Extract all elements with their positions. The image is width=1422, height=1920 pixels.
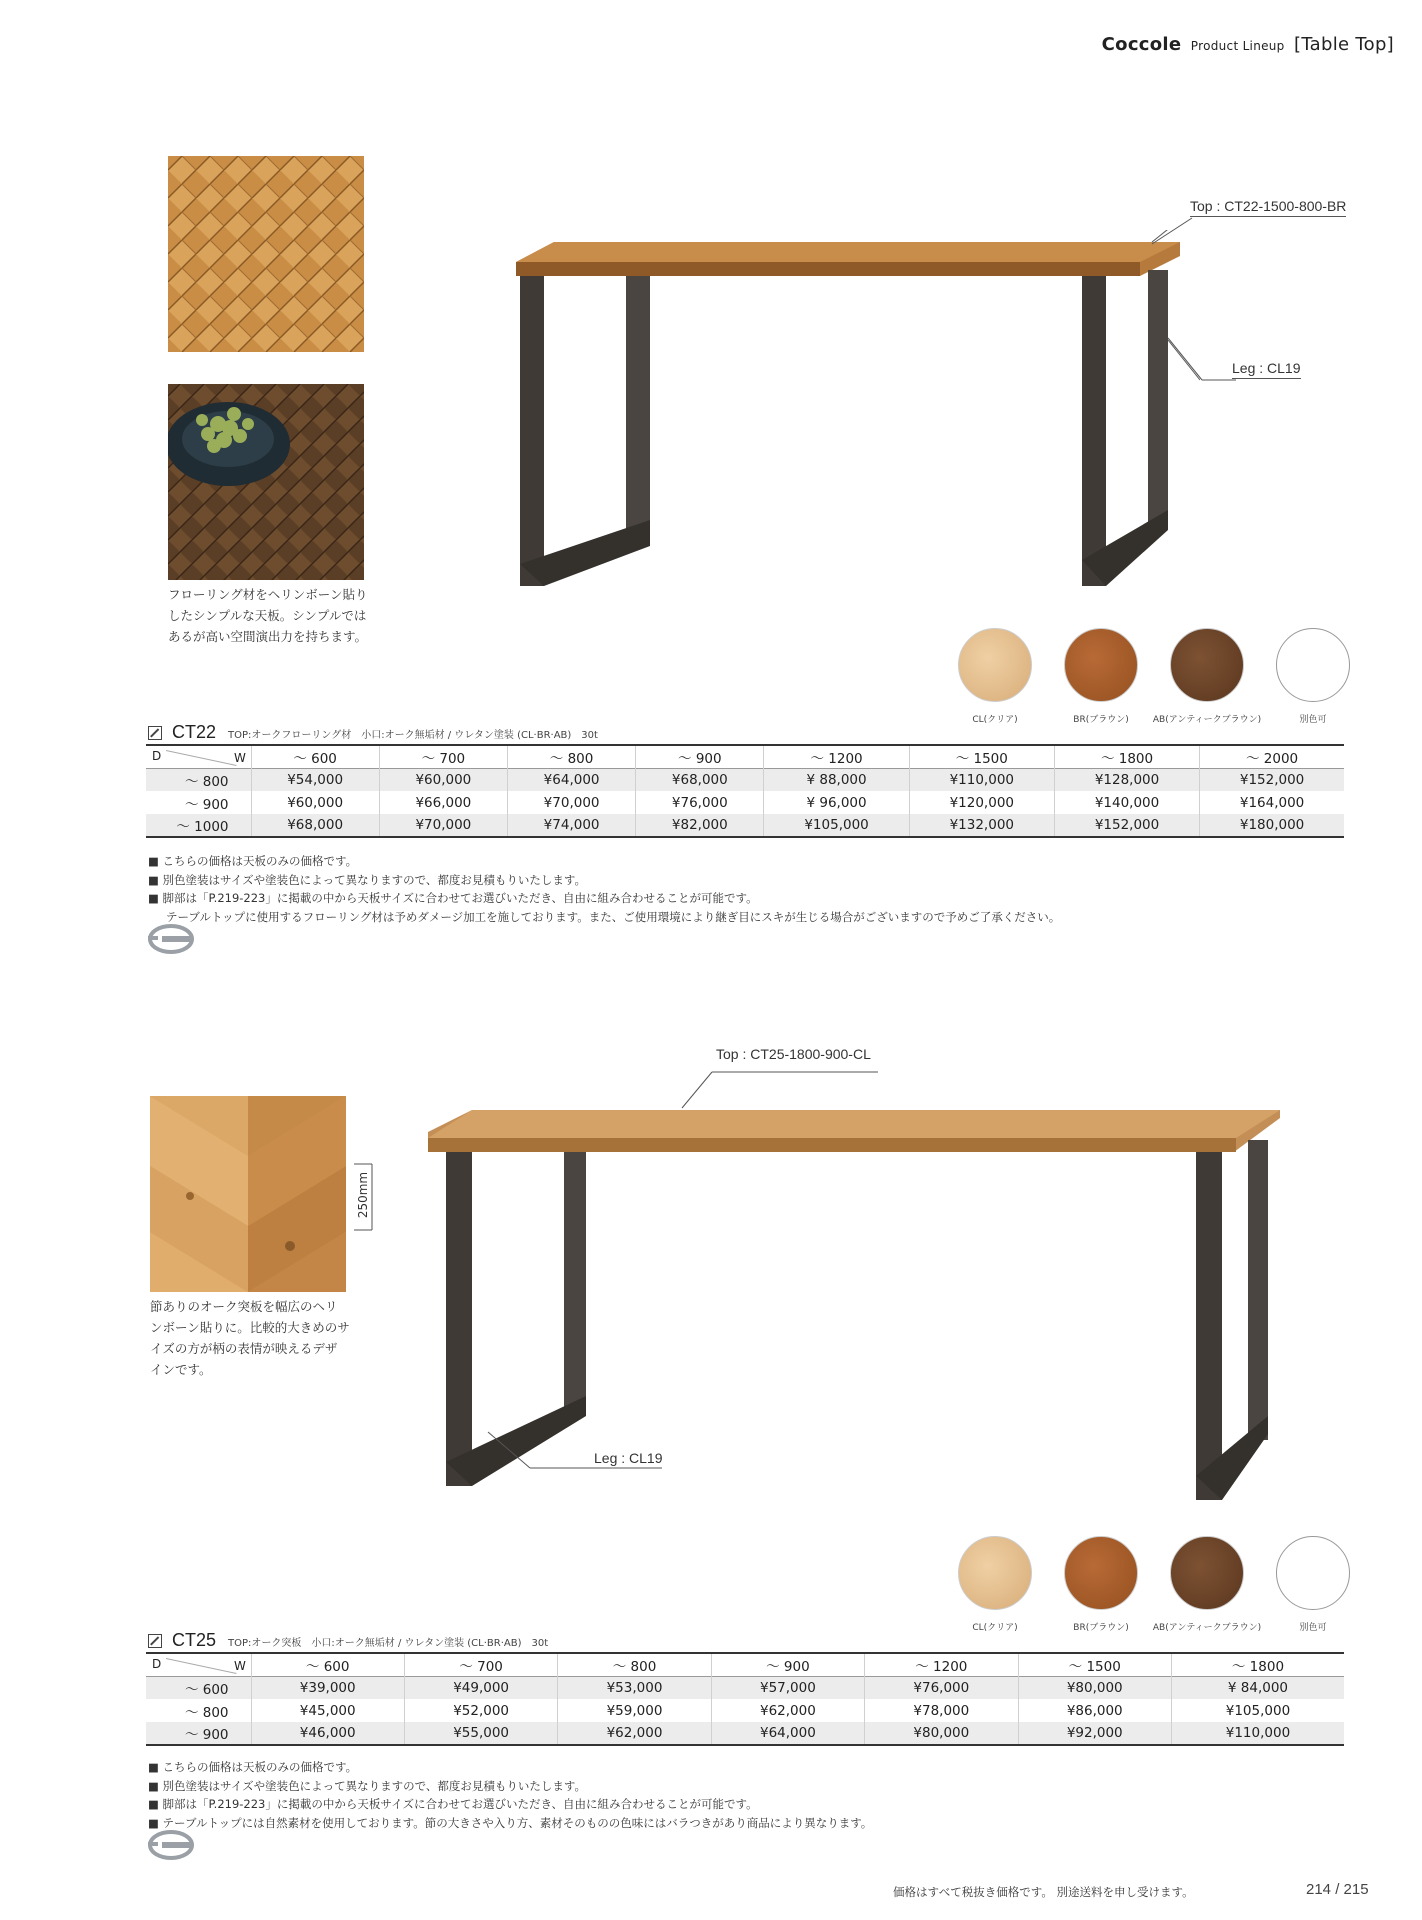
price-cell: ¥80,000 <box>865 1722 1018 1745</box>
color-option-cl <box>942 628 1048 725</box>
ct25-desc-line: インです。 <box>150 1362 212 1377</box>
price-cell: ¥92,000 <box>1018 1722 1171 1745</box>
w-label: W <box>234 1659 246 1673</box>
table-row <box>146 1722 1344 1745</box>
color-option-ab <box>1154 1536 1260 1633</box>
ct25-notes <box>148 1758 872 1832</box>
table-row <box>146 1699 1344 1722</box>
price-cell: ¥78,000 <box>865 1699 1018 1722</box>
ct22-table-image <box>500 230 1200 590</box>
price-cell: ¥57,000 <box>711 1676 864 1699</box>
note-line: ■ こちらの価格は天板のみの価格です。 <box>148 854 358 868</box>
ct22-desc-line: したシンプルな天板。シンプルでは <box>168 608 367 623</box>
width-header: ～ 600 <box>251 745 379 768</box>
price-cell: ¥64,000 <box>711 1722 864 1745</box>
ct22-title-row <box>148 722 598 743</box>
price-cell: ¥76,000 <box>865 1676 1018 1699</box>
price-cell: ¥62,000 <box>558 1722 711 1745</box>
depth-cell: ～ 800 <box>184 773 229 790</box>
width-header: ～ 800 <box>558 1653 711 1676</box>
table-row <box>146 768 1344 791</box>
price-cell: ¥60,000 <box>251 791 379 814</box>
price-cell: ¥68,000 <box>251 814 379 837</box>
price-cell: ¥120,000 <box>909 791 1054 814</box>
table-row <box>146 791 1344 814</box>
g-mark-icon <box>148 924 194 954</box>
price-cell: ¥46,000 <box>251 1722 404 1745</box>
size-edit-icon <box>148 726 162 740</box>
dw-header <box>146 1653 251 1676</box>
ct22-leg-leader <box>1166 336 1236 382</box>
table-header-row <box>146 745 1344 768</box>
color-label: AB(アンティークブラウン) <box>1152 1623 1262 1633</box>
table-row <box>146 1676 1344 1699</box>
d-label: D <box>152 749 162 763</box>
ct25-title-row <box>148 1630 548 1651</box>
price-cell: ¥ 84,000 <box>1171 1676 1344 1699</box>
color-option-cl <box>942 1536 1048 1633</box>
price-cell: ¥152,000 <box>1054 814 1199 837</box>
color-label: CL(クリア) <box>972 715 1018 725</box>
price-cell: ¥105,000 <box>764 814 909 837</box>
depth-cell: ～ 800 <box>184 1704 229 1721</box>
price-cell: ¥70,000 <box>507 791 635 814</box>
price-cell: ¥ 88,000 <box>764 768 909 791</box>
price-cell: ¥53,000 <box>558 1676 711 1699</box>
width-header: ～ 1200 <box>764 745 909 768</box>
brand-name: Coccole <box>1101 34 1182 55</box>
ct22-leg-label: Leg : CL19 <box>1232 360 1301 379</box>
ct22-desc-line: あるが高い空間演出力を持ちます。 <box>168 629 368 644</box>
note-line: ■ 脚部は「P.219-223」に掲載の中から天板サイズに合わせてお選びいただき、自由に組み合わせることが可能です。 <box>148 891 758 905</box>
dw-header <box>146 745 251 768</box>
ct22-spec: TOP:オークフローリング材 小口:オーク無垢材 / ウレタン塗装 (CL·BR·AB) 30t <box>228 730 598 741</box>
width-header: ～ 600 <box>251 1653 404 1676</box>
note-line: ■ こちらの価格は天板のみの価格です。 <box>148 1760 358 1774</box>
width-header: ～ 900 <box>636 745 764 768</box>
width-header: ～ 2000 <box>1200 745 1344 768</box>
ct25-top-label: Top : CT25-1800-900-CL <box>716 1046 871 1062</box>
color-option-custom <box>1260 1536 1366 1633</box>
header-subtitle: Product Lineup <box>1190 39 1285 53</box>
page-header <box>1102 34 1394 55</box>
ct25-desc-line: ンボーン貼りに。比較的大きめのサ <box>150 1320 350 1335</box>
price-cell: ¥66,000 <box>379 791 507 814</box>
price-cell: ¥49,000 <box>404 1676 557 1699</box>
ct22-herringbone-swatch <box>168 156 364 352</box>
size-edit-icon <box>148 1634 162 1648</box>
g-mark-icon <box>148 1830 194 1860</box>
ct22-top-label: Top : CT22-1500-800-BR <box>1190 198 1346 217</box>
width-header: ～ 1500 <box>909 745 1054 768</box>
ct22-color-options <box>942 628 1366 725</box>
depth-cell: ～ 900 <box>184 1727 229 1743</box>
note-line: ■ テーブルトップには自然素材を使用しております。節の大きさや入り方、素材そのものの色味にはバラつきがあり商品により異なります。 <box>148 1815 873 1830</box>
price-cell: ¥110,000 <box>1171 1722 1344 1745</box>
color-option-br <box>1048 628 1154 725</box>
price-cell: ¥128,000 <box>1054 768 1199 791</box>
note-line: ■ 脚部は「P.219-223」に掲載の中から天板サイズに合わせてお選びいただき、自由に組み合わせることが可能です。 <box>148 1797 758 1811</box>
price-cell: ¥76,000 <box>636 791 764 814</box>
ct22-room-photo <box>168 384 364 580</box>
ct25-description <box>150 1296 350 1380</box>
color-label: 別色可 <box>1299 715 1327 725</box>
color-option-custom <box>1260 628 1366 725</box>
d-label: D <box>152 1657 162 1671</box>
price-cell: ¥152,000 <box>1200 768 1344 791</box>
ct22-desc-line: フローリング材をヘリンボーン貼り <box>168 587 368 602</box>
price-cell: ¥52,000 <box>404 1699 557 1722</box>
price-cell: ¥60,000 <box>379 768 507 791</box>
width-header: ～ 700 <box>404 1653 557 1676</box>
ct25-top-leader <box>680 1060 880 1110</box>
ct25-color-options <box>942 1536 1366 1633</box>
price-cell: ¥86,000 <box>1018 1699 1171 1722</box>
price-cell: ¥70,000 <box>379 814 507 837</box>
ct22-product-code: CT22 <box>172 722 217 742</box>
ct25-spec: TOP:オーク突板 小口:オーク無垢材 / ウレタン塗装 (CL·BR·AB) 30t <box>228 1638 549 1649</box>
color-swatch <box>1064 628 1138 702</box>
color-swatch <box>1276 1536 1350 1610</box>
price-cell: ¥62,000 <box>711 1699 864 1722</box>
width-header: ～ 1200 <box>865 1653 1018 1676</box>
footer-note: 価格はすべて税抜き価格です。 別途送料を申し受けます。 <box>893 1885 1194 1899</box>
note-line: ■ 別色塗装はサイズや塗装色によって異なりますので、都度お見積もりいたします。 <box>148 872 586 887</box>
price-cell: ¥140,000 <box>1054 791 1199 814</box>
price-cell: ¥64,000 <box>507 768 635 791</box>
price-cell: ¥59,000 <box>558 1699 711 1722</box>
price-cell: ¥180,000 <box>1200 814 1344 837</box>
ct25-desc-line: イズの方が柄の表情が映えるデザ <box>150 1341 338 1356</box>
price-cell: ¥45,000 <box>251 1699 404 1722</box>
color-swatch <box>1064 1536 1138 1610</box>
price-cell: ¥80,000 <box>1018 1676 1171 1699</box>
table-row <box>146 814 1344 837</box>
depth-cell: ～ 600 <box>184 1681 229 1698</box>
price-cell: ¥105,000 <box>1171 1699 1344 1722</box>
ct25-dimension-label: 250mm <box>356 1171 370 1219</box>
color-label: AB(アンティークブラウン) <box>1152 715 1262 725</box>
depth-cell: ～ 900 <box>184 796 229 813</box>
section-title: [Table Top] <box>1294 34 1394 55</box>
color-swatch <box>958 628 1032 702</box>
color-swatch <box>1170 1536 1244 1610</box>
price-cell: ¥74,000 <box>507 814 635 837</box>
price-cell: ¥132,000 <box>909 814 1054 837</box>
width-header: ～ 1500 <box>1018 1653 1171 1676</box>
price-cell: ¥164,000 <box>1200 791 1344 814</box>
width-header: ～ 1800 <box>1054 745 1199 768</box>
price-cell: ¥ 96,000 <box>764 791 909 814</box>
ct22-description <box>168 584 368 647</box>
price-cell: ¥110,000 <box>909 768 1054 791</box>
color-swatch <box>1276 628 1350 702</box>
width-header: ～ 900 <box>711 1653 864 1676</box>
ct25-leg-label: Leg : CL19 <box>594 1450 663 1466</box>
color-label: BR(ブラウン) <box>1073 1623 1129 1633</box>
color-swatch <box>958 1536 1032 1610</box>
price-cell: ¥54,000 <box>251 768 379 791</box>
color-swatch <box>1170 628 1244 702</box>
width-header: ～ 700 <box>379 745 507 768</box>
ct25-herringbone-swatch <box>150 1096 346 1292</box>
ct25-price-table <box>146 1652 1344 1746</box>
price-cell: ¥68,000 <box>636 768 764 791</box>
price-cell: ¥39,000 <box>251 1676 404 1699</box>
color-label: CL(クリア) <box>972 1623 1018 1633</box>
color-label: 別色可 <box>1299 1623 1327 1633</box>
color-option-ab <box>1154 628 1260 725</box>
ct25-desc-line: 節ありのオーク突板を幅広のヘリ <box>150 1299 338 1314</box>
table-header-row <box>146 1653 1344 1676</box>
page-number: 214 / 215 <box>1306 1881 1369 1898</box>
depth-cell: ～ 1000 <box>176 819 229 835</box>
ct25-product-code: CT25 <box>172 1630 217 1650</box>
w-label: W <box>234 751 246 765</box>
note-line: ■ 別色塗装はサイズや塗装色によって異なりますので、都度お見積もりいたします。 <box>148 1778 586 1793</box>
width-header: ～ 800 <box>507 745 635 768</box>
ct22-price-table <box>146 744 1344 838</box>
color-label: BR(ブラウン) <box>1073 715 1129 725</box>
note-line: テーブルトップに使用するフローリング材は予めダメージ加工を施しております。また、ご使用環境により継ぎ目にスキが生じる場合がございますので予めご了承ください。 <box>166 909 1061 924</box>
ct22-notes <box>148 852 1060 926</box>
color-option-br <box>1048 1536 1154 1633</box>
price-cell: ¥55,000 <box>404 1722 557 1745</box>
price-cell: ¥82,000 <box>636 814 764 837</box>
width-header: ～ 1800 <box>1171 1653 1344 1676</box>
